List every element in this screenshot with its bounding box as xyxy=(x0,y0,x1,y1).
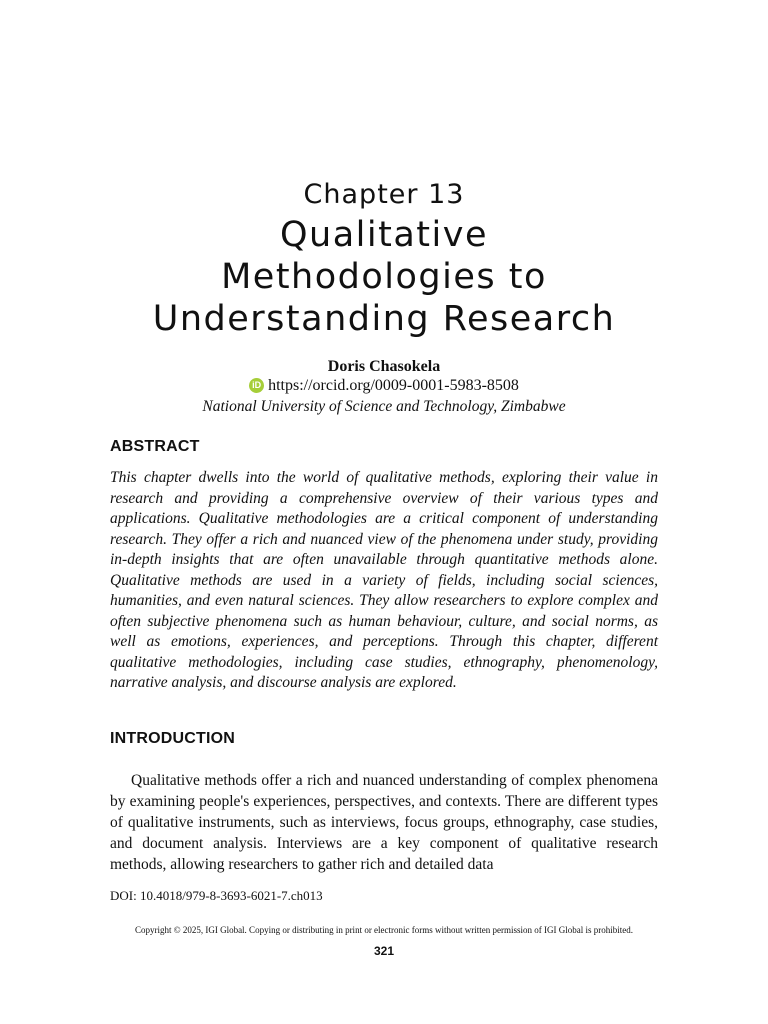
author-affiliation: National University of Science and Technology, Zimbabwe xyxy=(202,398,566,415)
page-number: 321 xyxy=(373,944,395,958)
chapter-title xyxy=(0,214,768,340)
introduction-text: Qualitative methods offer a rich and nuanced understanding of complex phenomena by examining people's experiences, perspectives, and contexts. There are different types of qualitative instruments, such as interviews, focus groups, ethnography, case studies, and document analysis. Interviews are a key component of qualitative research methods, allowing researchers to gather rich and detailed data xyxy=(110,772,658,873)
author-name: Doris Chasokela xyxy=(327,358,441,375)
chapter-header xyxy=(0,176,768,340)
chapter-number: Chapter 13 xyxy=(303,179,465,210)
orcid-line xyxy=(0,376,768,395)
chapter-title-line: Qualitative xyxy=(280,215,488,255)
abstract-text: This chapter dwells into the world of qualitative methods, exploring their value in research and providing a comprehensive overview of their various types and applications. Qualitative methodologies are a critical component of understanding research. They offer a rich and nuanced view of the phenomena under study, providing in-depth insights that are often unavailable through quantitative methods alone. Qualitative methods are used in a variety of fields, including social sciences, humanities, and even natural sciences. They allow researchers to explore complex and often subjective phenomena such as human behaviour, culture, and social norms, as well as emotions, experiences, and perceptions. Through this chapter, different qualitative methodologies, including case studies, ethnography, phenomenology, narrative analysis, and discourse analysis are explored. xyxy=(110,469,658,691)
orcid-icon: iD xyxy=(249,378,264,393)
chapter-title-line: Understanding Research xyxy=(152,299,616,339)
doi: DOI: 10.4018/979-8-3693-6021-7.ch013 xyxy=(110,888,323,903)
abstract-heading: ABSTRACT xyxy=(110,438,200,455)
copyright-notice: Copyright © 2025, IGI Global. Copying or distributing in print or electronic forms without written permission of IGI Global is prohibited. xyxy=(134,925,634,935)
introduction-heading: INTRODUCTION xyxy=(110,730,236,747)
chapter-title-line: Methodologies to xyxy=(221,257,547,297)
author-block xyxy=(0,357,768,419)
orcid-link[interactable]: https://orcid.org/0009-0001-5983-8508 xyxy=(268,377,519,394)
